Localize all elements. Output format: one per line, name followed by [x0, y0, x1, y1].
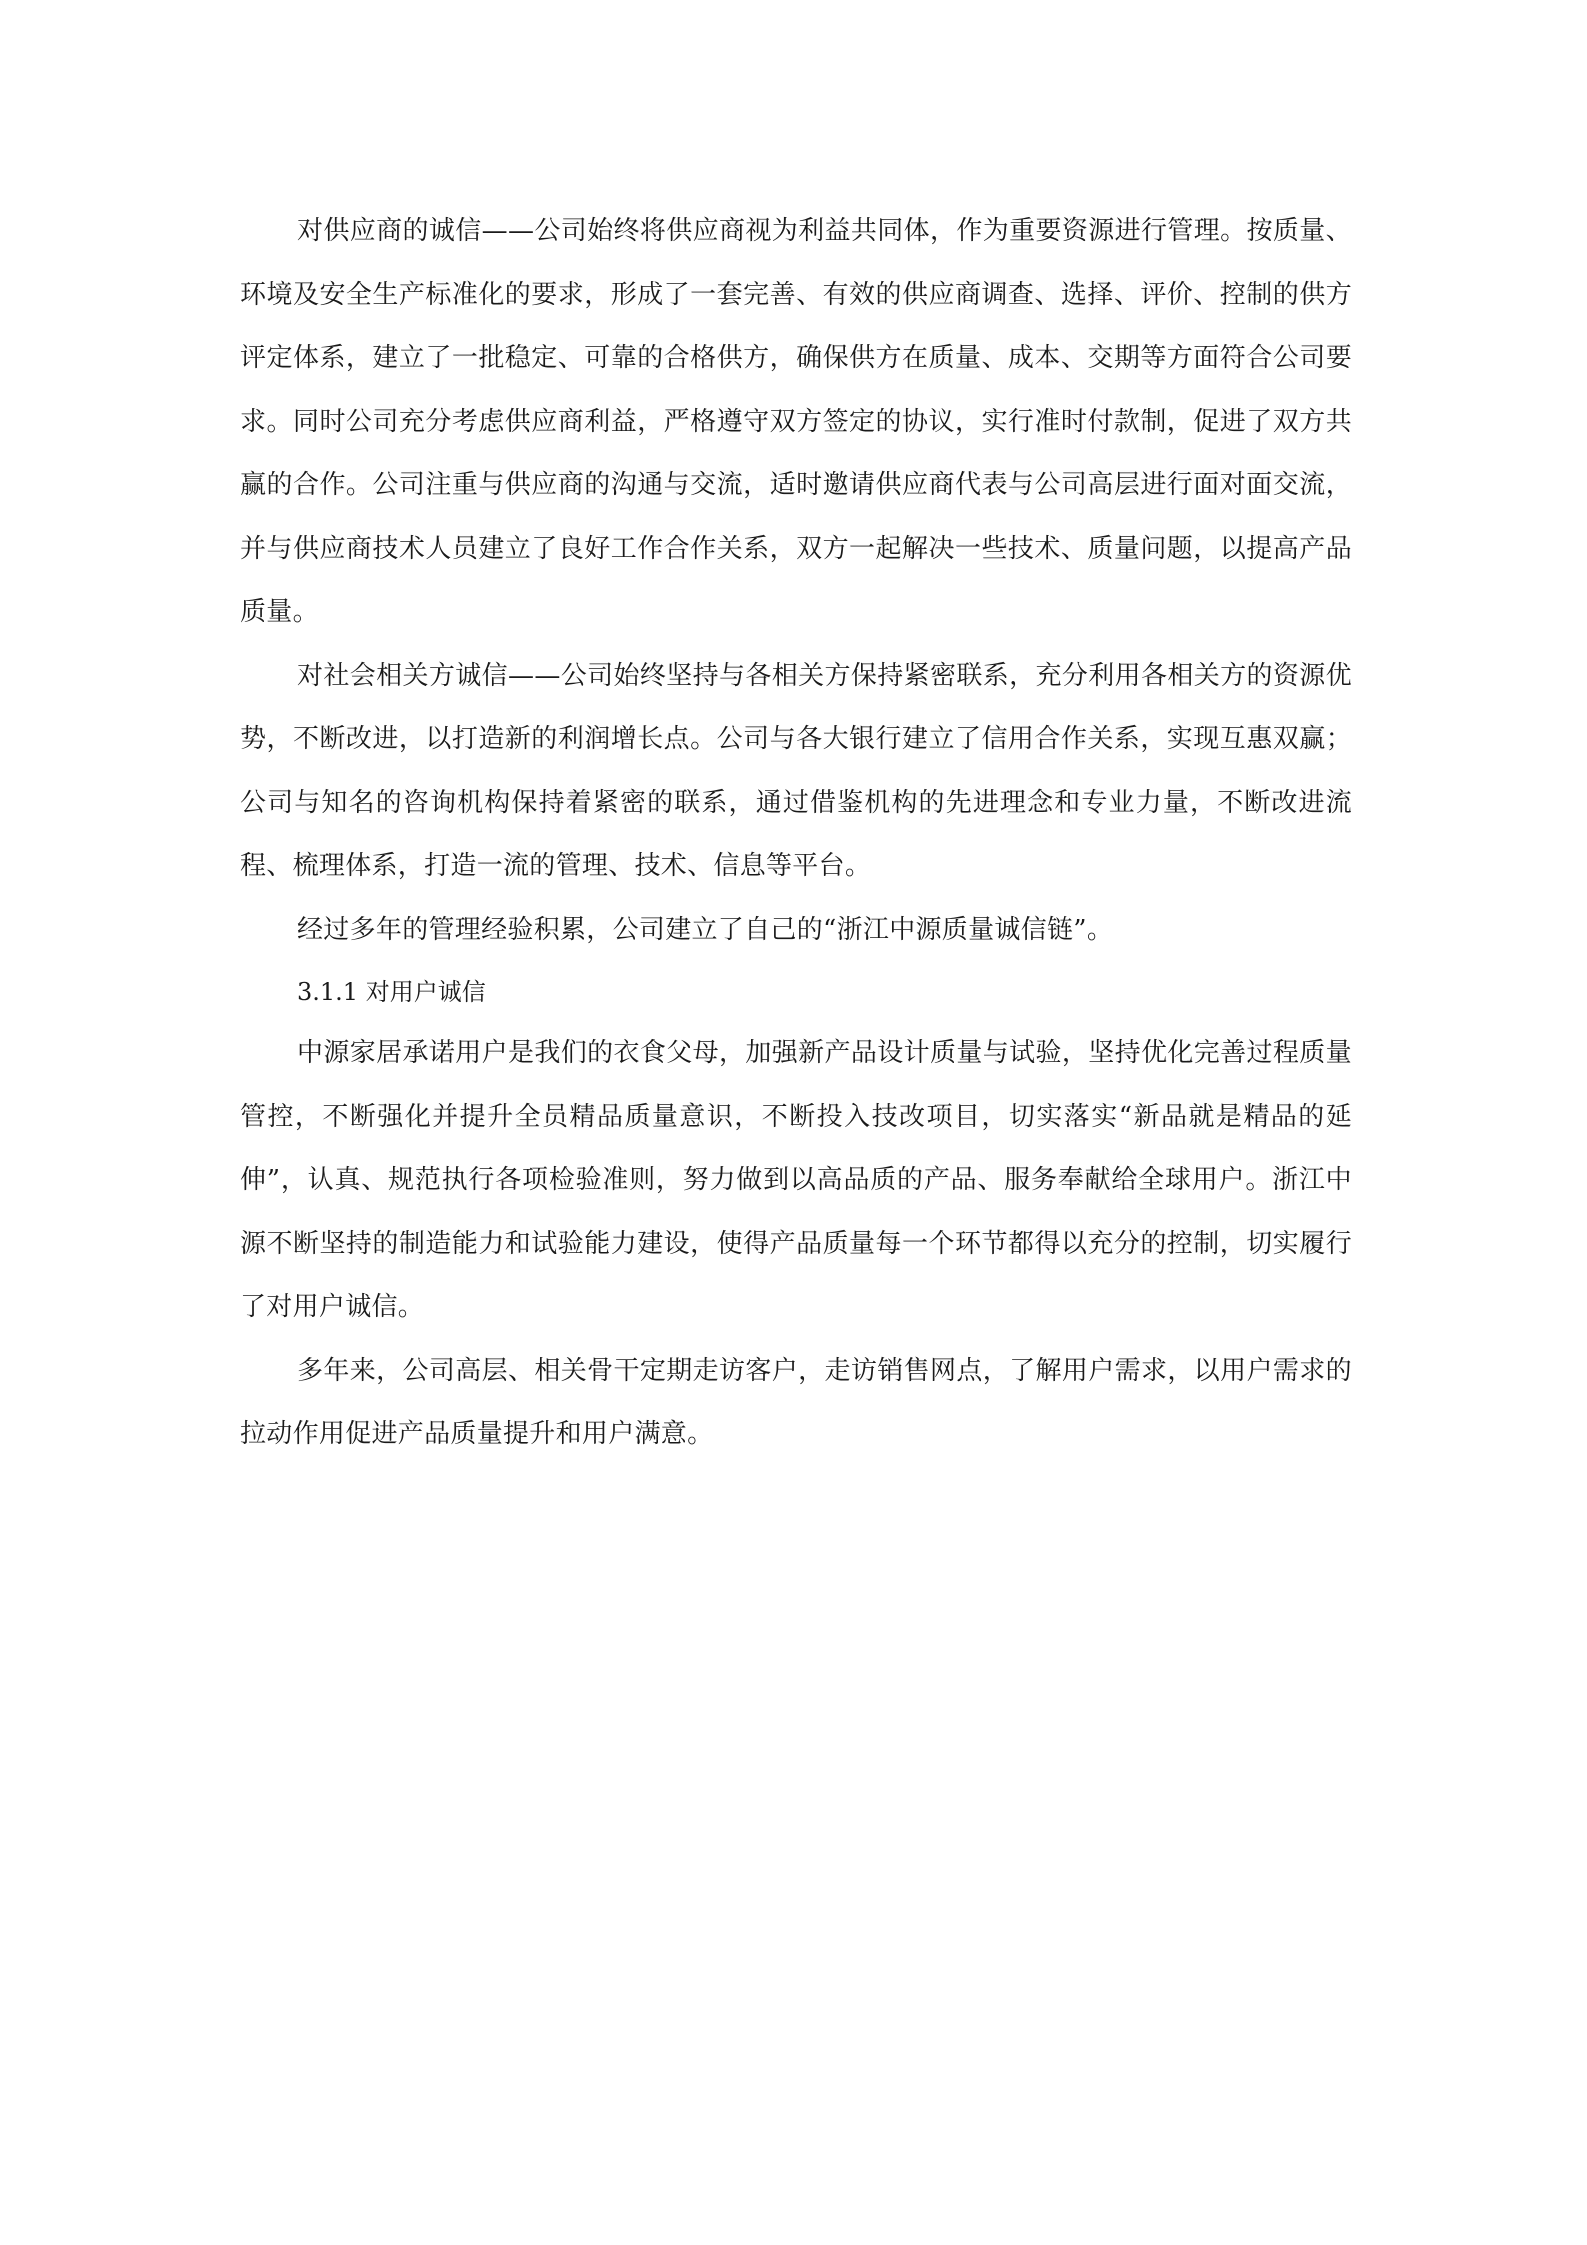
document-body — [240, 200, 1352, 1467]
paragraph-customer-visits: 多年来，公司高层、相关骨干定期走访客户，走访销售网点，了解用户需求，以用户需求的拉动作用促进产品质量提升和用户满意。 — [240, 1355, 1352, 1449]
paragraph-supplier-integrity: 对供应商的诚信——公司始终将供应商视为利益共同体，作为重要资源进行管理。按质量、环境及安全生产标准化的要求，形成了一套完善、有效的供应商调查、选择、评价、控制的供方评定体系，建立了一批稳定、可靠的合格供方，确保供方在质量、成本、交期等方面符合公司要求。同时公司充分考虑供应商利益，严格遵守双方签定的协议，实行准时付款制，促进了双方共赢的合作。公司注重与供应商的沟通与交流，适时邀请供应商代表与公司高层进行面对面交流，并与供应商技术人员建立了良好工作合作关系，双方一起解决一些技术、质量问题，以提高产品质量。 — [240, 216, 1352, 627]
paragraph-integrity-chain: 经过多年的管理经验积累，公司建立了自己的“浙江中源质量诚信链”。 — [297, 914, 1114, 945]
paragraph-stakeholder-integrity: 对社会相关方诚信——公司始终坚持与各相关方保持紧密联系，充分利用各相关方的资源优势，不断改进，以打造新的利润增长点。公司与各大银行建立了信用合作关系，实现互惠双赢；公司与知名的咨询机构保持着紧密的联系，通过借鉴机构的先进理念和专业力量，不断改进流程、梳理体系，打造一流的管理、技术、信息等平台。 — [240, 660, 1352, 881]
paragraph-user-commitment: 中源家居承诺用户是我们的衣食父母，加强新产品设计质量与试验，坚持优化完善过程质量管控，不断强化并提升全员精品质量意识，不断投入技改项目，切实落实“新品就是精品的延伸”，认真、规范执行各项检验准则，努力做到以高品质的产品、服务奉献给全球用户。浙江中源不断坚持的制造能力和试验能力建设，使得产品质量每一个环节都得以充分的控制，切实履行了对用户诚信。 — [240, 1038, 1352, 1322]
section-heading: 3.1.1 对用户诚信 — [297, 978, 486, 1006]
